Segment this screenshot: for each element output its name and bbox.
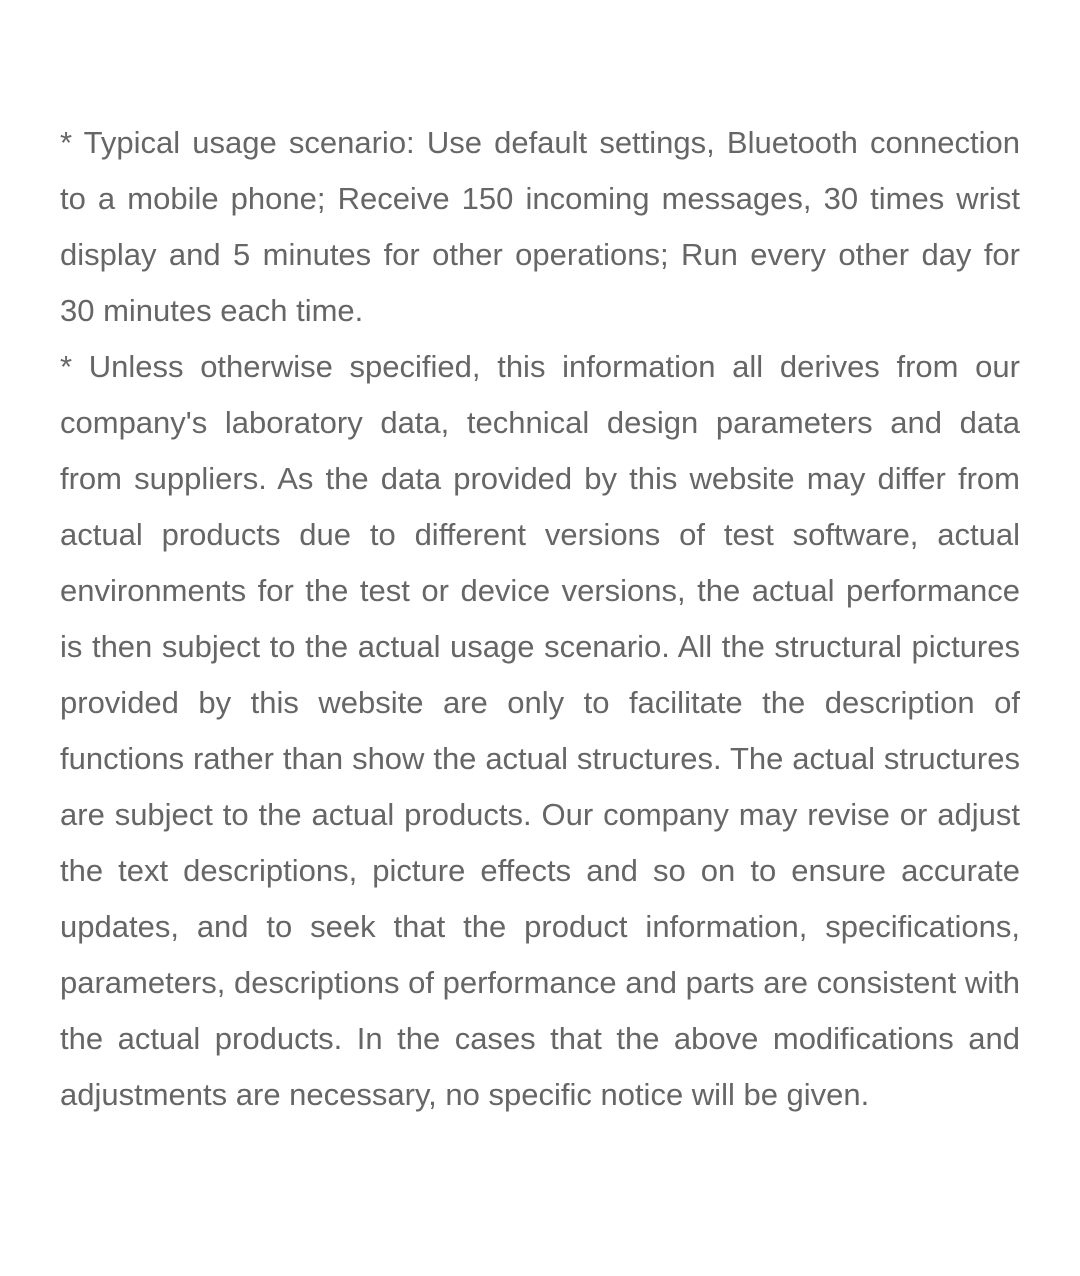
disclaimer-section [60,115,1020,1123]
usage-scenario-note: * Typical usage scenario: Use default settings, Bluetooth connection to a mobile phone; Receive 150 incoming messages, 30 times wrist display and 5 minutes for other operations; Run every other day for 30 minutes each time. [60,125,1020,328]
data-source-disclaimer: * Unless otherwise specified, this information all derives from our company's laboratory data, technical design parameters and data from suppliers. As the data provided by this website may differ from actual products due to different versions of test software, actual environments for the test or device versions, the actual performance is then subject to the actual usage scenario. All the structural pictures provided by this website are only to facilitate the description of functions rather than show the actual structures. The actual structures are subject to the actual products. Our company may revise or adjust the text descriptions, picture effects and so on to ensure accurate updates, and to seek that the product information, specifications, parameters, descriptions of performance and parts are consistent with the actual products. In the cases that the above modifications and adjustments are necessary, no specific notice will be given. [60,349,1020,1112]
